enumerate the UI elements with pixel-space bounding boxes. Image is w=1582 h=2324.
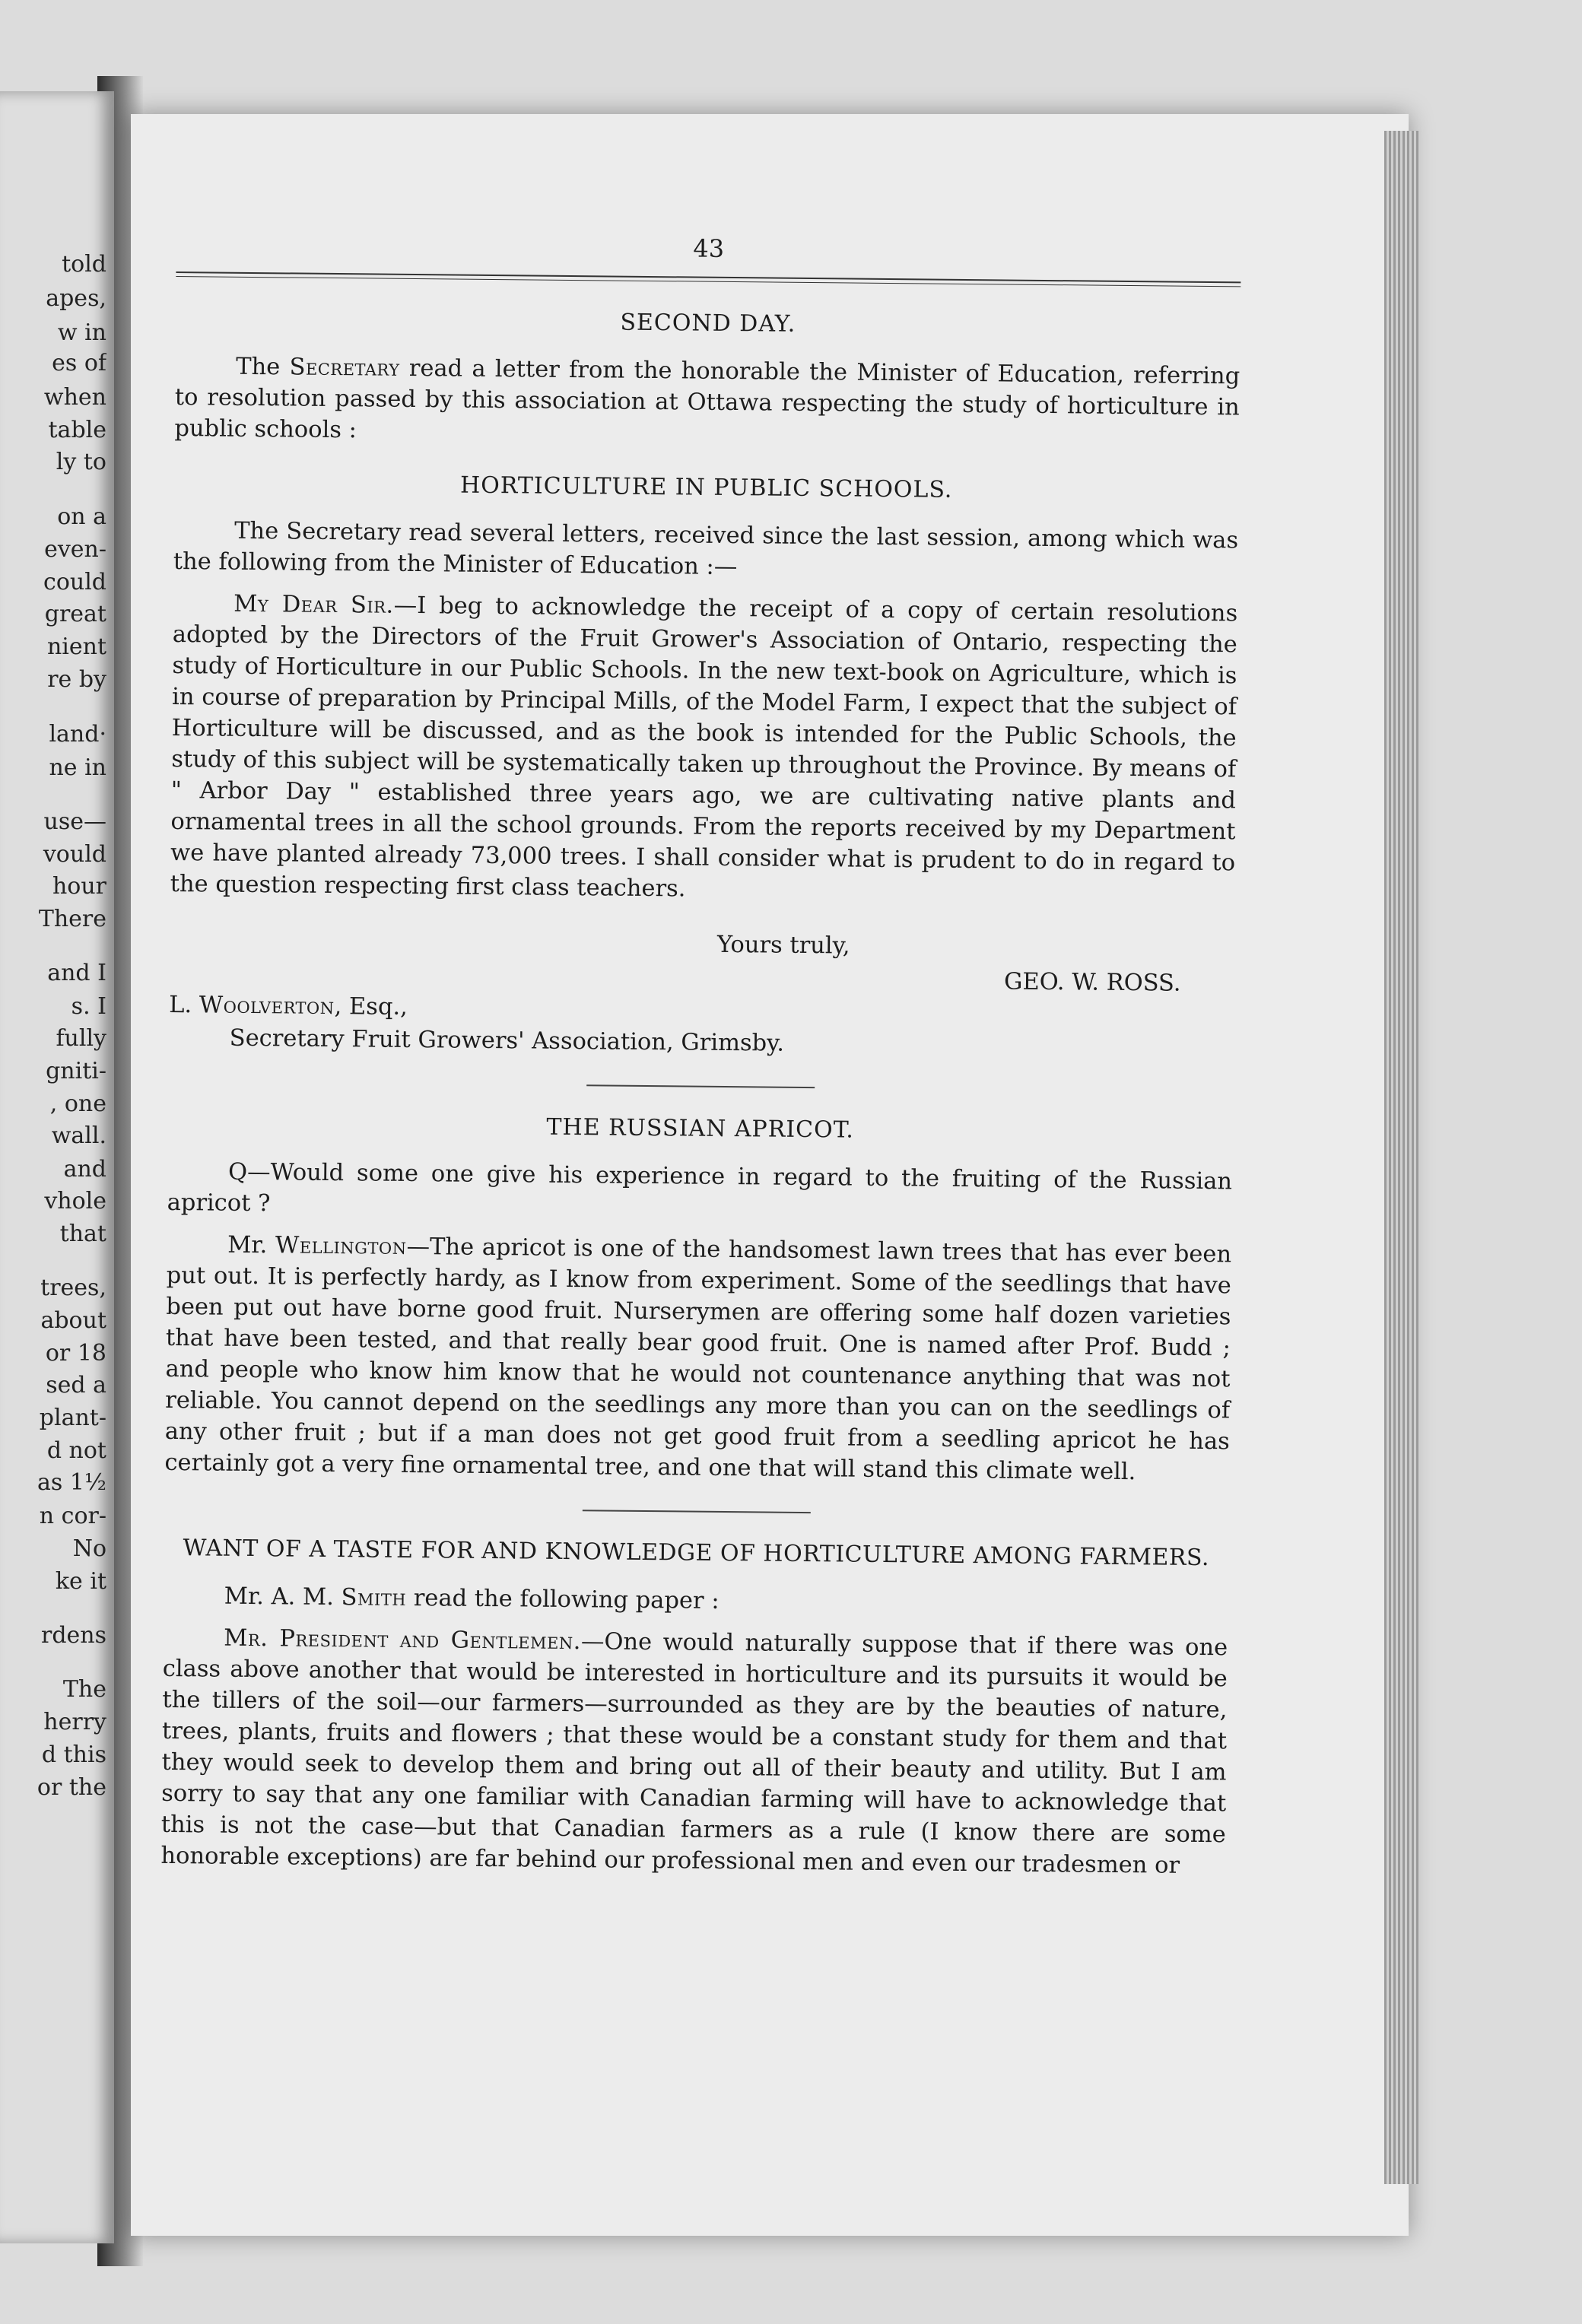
answer-speaker: Wellington xyxy=(275,1232,407,1260)
page-stack-edge xyxy=(1384,131,1421,2184)
facing-page-text-fragment: or 18 xyxy=(45,1340,106,1367)
reader-intro xyxy=(164,1580,1228,1621)
signature: GEO. W. ROSS. xyxy=(1003,968,1181,997)
facing-page-text-fragment: re by xyxy=(47,666,106,693)
facing-page-text-fragment: great xyxy=(44,601,106,627)
letter-body: —I beg to acknowledge the receipt of a copy of certain resolutions adopted by the Directors of the Fruit Grower's Association of Ontario, respecting the study of Horticulture in our Public Schools. In the new text-book on Agriculture, which is in course of preparation by Principal Mills, of the Model Farm, I expect that the subject of Horticulture will be discussed, and as the book is intended for the Public Schools, the study of this subject will be systematically taken up throughout the Province. By means of " Arbor Day " established three years ago, we are cultivating native plants and ornamental trees in all the school grounds. From the reports received by my Department we have planted already 73,000 trees. I shall consider what is prudent to do in regard to the question respecting first class teachers. xyxy=(170,592,1238,903)
section-divider xyxy=(583,1510,811,1513)
reader-name: Smith xyxy=(341,1584,407,1611)
apricot-answer xyxy=(164,1229,1231,1488)
addressee-title: Secretary Fruit Growers' Association, Grimsby. xyxy=(229,1024,785,1057)
page-content xyxy=(160,228,1241,1892)
horticulture-intro-paragraph: The Secretary read several letters, received since the last session, among which was the following from the Minister of Education :— xyxy=(173,517,1239,581)
facing-page-text-fragment: ke it xyxy=(55,1568,106,1595)
facing-page-text-fragment: There xyxy=(38,906,106,932)
facing-page-text-fragment: and xyxy=(63,1156,106,1183)
facing-page-text-fragment: vould xyxy=(43,841,106,868)
addressee-suffix: , Esq., xyxy=(334,993,408,1021)
facing-page-text-fragment: land· xyxy=(49,721,106,748)
facing-page-text-fragment: ne in xyxy=(49,754,106,781)
facing-page-text-fragment: plant- xyxy=(39,1405,106,1431)
paper-body-paragraph xyxy=(160,1622,1228,1881)
paper-salutation: Mr. President and Gentlemen. xyxy=(224,1624,582,1656)
facing-page-text-fragment: d this xyxy=(41,1741,106,1768)
page-number: 43 xyxy=(693,233,725,263)
facing-page-text-fragment: herry xyxy=(43,1709,106,1735)
intro-secretary: Secretary xyxy=(289,354,400,382)
paper-body: —One would naturally suppose that if there was one class above another that would be interested in horticulture and its pursuits it would be the tillers of the soil—our farmers—surrounded as they are by the beauties of nature, trees, plants, fruits and flowers ; that these would be a constant study for them and that they would seek to develop them and bring out all of their beauty and utility. But I am sorry to say that any one familiar with Canadian farming will have to acknowledge that this is not the case—but that Canadian farmers as a rule (I know there are some honorable exceptions) are far behind our professional men and even our tradesmen or xyxy=(160,1628,1228,1879)
addressee-prefix: L. xyxy=(169,991,200,1019)
apricot-question: Q—Would some one give his experience in regard to the fruiting of the Russian apricot ? xyxy=(167,1158,1233,1218)
facing-page-text-fragment: rdens xyxy=(40,1622,106,1649)
facing-page-text-fragment: even- xyxy=(44,536,106,563)
facing-page-text-fragment: that xyxy=(59,1221,106,1247)
section-heading-second-day: SECOND DAY. xyxy=(620,309,796,338)
reader-lead: Mr. A. M. xyxy=(224,1583,341,1611)
facing-page-text-fragment: trees, xyxy=(40,1275,106,1301)
intro-rest: read a letter from the honorable the Minister of Education, referring to resolution passed by this association at Ottawa respecting the study of horticulture in public schools : xyxy=(174,354,1241,444)
facing-page-text-fragment: and I xyxy=(47,960,106,986)
reader-rest: read the following paper : xyxy=(405,1584,720,1614)
facing-page-text-fragment: told xyxy=(62,251,106,278)
facing-page-text-fragment: n cor- xyxy=(39,1503,106,1529)
facing-page-text-fragment: could xyxy=(43,569,106,595)
section-divider xyxy=(586,1084,815,1088)
facing-page-text-fragment: about xyxy=(40,1307,106,1334)
closing-phrase: Yours truly, xyxy=(716,931,850,960)
addressee-surname: Woolverton xyxy=(199,992,335,1021)
section-heading-horticulture: HORTICULTURE IN PUBLIC SCHOOLS. xyxy=(459,471,953,503)
facing-page-text-fragment: sed a xyxy=(46,1372,106,1399)
facing-page-text-fragment: hour xyxy=(52,873,106,900)
answer-lead: Mr. xyxy=(227,1231,276,1259)
facing-page-text-fragment: s. I xyxy=(71,993,106,1020)
facing-page-text-fragment: use— xyxy=(43,808,106,835)
minister-letter xyxy=(170,588,1238,910)
facing-page-text-fragment: No xyxy=(72,1535,106,1562)
facing-page-text-fragment: gniti- xyxy=(46,1058,106,1084)
facing-page-text-fragment: wall. xyxy=(51,1122,106,1149)
facing-page-text-fragment: vhole xyxy=(44,1188,106,1214)
facing-page-text-fragment: d not xyxy=(46,1437,106,1464)
facing-page-text-fragment: ly to xyxy=(56,449,106,475)
facing-page-text-fragment: on a xyxy=(57,503,106,530)
facing-page-text-fragment: or the xyxy=(37,1774,106,1801)
facing-page-text-fragment: nient xyxy=(46,633,106,660)
facing-page-text-fragment: table xyxy=(48,417,106,443)
facing-page-text-fragment: as 1½ xyxy=(37,1469,106,1496)
answer-body: —The apricot is one of the handsomest lawn trees that has ever been put out. It is perfectly hardy, as I know from experiment. Some of the seedlings that have been put out have borne good fruit. Nurserymen are offering some half dozen varieties that have been tested, and that really bear good fruit. One is named after Prof. Budd ; and people who know him know that he would not countenance anything that was not reliable. You cannot depend on the seedlings any more than you can on the seedlings of any other fruit ; but if a man does not get good fruit from a seedling apricot he has certainly got a very fine ornamental tree, and one that will stand this climate well. xyxy=(164,1233,1232,1486)
facing-page-fragment xyxy=(0,91,114,2243)
facing-page-text-fragment: fully xyxy=(56,1025,106,1052)
section-heading-apricot: THE RUSSIAN APRICOT. xyxy=(546,1113,854,1144)
section-heading-want-of-taste: WANT OF A TASTE FOR AND KNOWLEDGE OF HORTICULTURE AMONG FARMERS. xyxy=(183,1535,1210,1572)
facing-page-text-fragment: The xyxy=(62,1676,106,1703)
letter-salutation: My Dear Sir. xyxy=(233,590,394,619)
facing-page-text-fragment: es of xyxy=(52,350,106,376)
letter-closing xyxy=(169,910,1234,999)
facing-page-text-fragment: , one xyxy=(49,1091,106,1117)
facing-page-text-fragment: when xyxy=(43,384,106,411)
facing-page-text-fragment: apes, xyxy=(46,285,106,312)
intro-lead: The xyxy=(236,353,290,381)
facing-page-text-fragment: w in xyxy=(57,319,106,346)
secretary-intro-paragraph xyxy=(174,351,1240,454)
header-rule xyxy=(176,271,1241,287)
